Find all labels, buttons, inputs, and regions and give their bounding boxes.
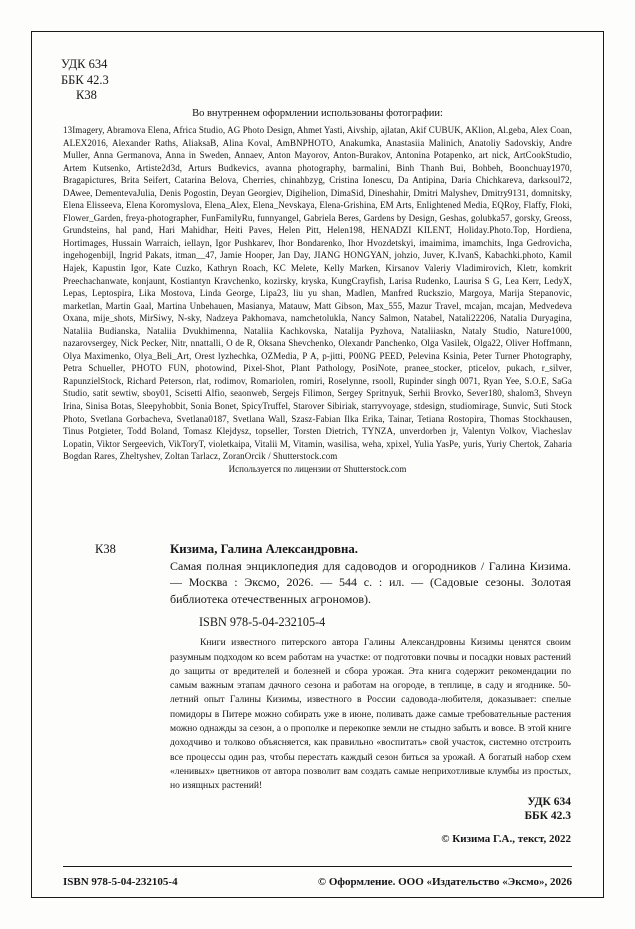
credits-heading: Во внутреннем оформлении использованы фотографии: <box>192 108 443 119</box>
udk-code-top: УДК 634 <box>61 57 108 71</box>
isbn-footer: ISBN 978-5-04-232105-4 <box>63 876 178 888</box>
footer-divider <box>63 866 572 867</box>
bbk-code-top: ББК 42.3 <box>61 72 109 87</box>
book-annotation: Книги известного питерского автора Галины Александровны Кизимы ценятся своим разумным подходом ко всем работам на участке: от подготовки почвы и посадки новых растений до защиты от вредителей и болезней и сбора урожая. Эта книга содержит рекомендации по самым важным этапам дачного сезона и работам на огороде, в теплице, в саду и ягоднике. 50-летний опыт Галины Кизимы, известного в России садовода-любителя, доказывает: спелые помидоры в Питере можно собирать уже в июне, поливать даже самые требовательные растения можно однажды за сезон, а о прополке и перекопке земли не стыдно забыть и вовсе. В этой книге доходчиво и толково объясняется, как правильно «воспитать» свой участок, системно отстроить все процессы один раз, чтобы перестать каждый сезон биться за урожай. А богатый набор схем «ленивых» цветников от автора позволит вам создать самые неприхотливые клумбы из простых, но изящных растений! <box>170 637 571 792</box>
catalog-author-sign: К38 <box>95 542 116 556</box>
book-author: Кизима, Галина Александровна. <box>170 542 358 556</box>
author-sign-code-top: К38 <box>76 88 97 102</box>
copyright-text-line: © Кизима Г.А., текст, 2022 <box>441 833 571 846</box>
bibliographic-block <box>95 541 571 845</box>
copyright-design-line: © Оформление. ООО «Издательство «Эксмо», 2026 <box>317 876 572 888</box>
credits-list: 13Imagery, Abramova Elena, Africa Studio, AG Photo Design, Ahmet Yasti, Aivship, ajlatan, Akif CUBUK, AKlion, Al.geba, Alex Coan, ALEX2016, Alexander Raths, AliaksaB, Alina Koval, AmBNPHOTO, Anakumka, Anastasiia Malinich, Anatoliy Sadovskiy, Andre Muller, Anna Germanova, Anna in Sweden, Annaev, Anton Mayorov, Anton-Burakov, Antonina Potapenko, art nick, ArtCookStudio, Artem Kutsenko, Artiste2d3d, Arturs Budkevics, avanna photography, barmalini, Binh Thanh Bui, Bohbeh, Boonchuay1970, Bragapictures, Brita Seifert, Catarina Belova, Cherries, chinahbzyg, Cristina Ionescu, Da Antipina, Daria Chichkareva, darksoul72, DAwee, DementevaJulia, Denis Pogostin, Deyan Georgiev, Digihelion, DimaSid, Dineshahir, Dmitri Malyshev, Dmitry9131, domnitsky, Elena Elisseeva, Elena Koromyslova, Elena_Alex, Elena_Nevskaya, Elena-Grishina, EM Arts, Enlightened Media, EQRoy, Flaffy, Floki, Flower_Garden, freya-photographer, FunFamilyRu, funnyangel, Gabriela Beres, Gardens by Design, Geshas, golubka57, gorsky, Greoss, Grundsteins, hal pand, Hari Mahidhar, Heiti Paves, Helen Pitt, Helen198, HENADZI KILENT, Holiday.Photo.Top, Hordiena, Hortimages, Hussain Warraich, iellayn, Igor Pushkarev, Ihor Bondarenko, Ihor Hvozdetskyi, imaimima, imamchits, Inga Gedrovicha, ingehogenbijl, Ingrid Pakats, itman__47, Jamie Hooper, Jan Day, JIANG HONGYAN, johzio, Juver, K.IvanS, Kabachki.photo, Kamil Hajek, Kapustin Igor, Kate Cuzko, Kathryn Roach, KC Melete, Kelly Marken, Kirsanov Valeriy Vladimirovich, Kletr, komkrit Preechachanwate, konjaunt, Kostiantyn Kravchenko, kozirsky, kryska, KungCrayfish, Larisa Rudenko, Laurisa S G, Lea Kerr, LedyX, Lepas, Leptospira, Lika Mostova, Linda George, Lipa23, liu yu shan, Madlen, Manfred Ruckszio, Margoya, Marija Stepanovic, marketlan, Martin Gaal, Martina Unbehauen, Masianya, Matauw, Matt Gibson, Max_555, Mazur Travel, mcajan, mcajan, Medvedeva Oxana, mije_shots, MirSiwy, N-sky, Nadzeya Pakhomava, namchetolukla, Nancy Salmon, Natabel, Natali22206, Natalia Duryagina, Nataliia Budianska, Nataliia Dvukhimenna, Nataliia Kachkovska, Natalija Pyzhova, Nataliiaskn, Nataly Studio, Nature1000, nazarovsergey, Nick Pecker, Nitr, nnattalli, O de R, Oksana Shevchenko, Olexandr Panchenko, Olga Vasilek, Olga22, Oliver Hoffmann, Olya Maximenko, Olya_Beli_Art, Orest lyzhechka, OZMedia, P A, p-jitti, P00NG PEED, Pelevina Ksinia, Peter Turner Photography, Petra Schueller, PHOTO FUN, photowind, Pixel-Shot, Plant Pathology, PosiNote, pranee_stocker, pticelov, pukach, r_silver, RapunzielStock, Richard Peterson, rlat, rodimov, Romariolen, romiri, Roselynne, rsooll, Rupinder singh 0071, Ryan Yee, S.O.E, SaGa Studio, satit sewtiw, sboy01, Scisetti Alfio, seaonweb, Sergejs Filimon, Sergey Spritnyuk, Serhii Brovko, Sever180, shalom3, Shveyn Irina, Sinisa Botas, Sleepyhobbit, Sonia Bonet, SpicyTruffel, Starover Sibiriak, starryvoyage, stdesign, studiomirage, Sunvic, Suti Stock Photo, Svetlana Gorbacheva, Svetlana0187, Svetlana Wall, Szasz-Fabian Ilka Erika, Tainar, Tetiana Rostopira, Thomas Stockhausen, Tinus Potgieter, Todd Boland, Tomasz Klejdysz, topseller, Torsten Dietrich, TYNZA, unverdorben jr, Valentyn Volkov, Viacheslav Lopatin, Viktor Sergeevich, VikToryT, violetkaipa, Vitalii M, Vitamin, wasilisa, weha, xpixel, Yulia YasPe, yuris, Yuriy Chertok, Zaharia Bogdan Rares, Zheltyshev, Zoltan Tarlacz, ZoranOrcik / Shutterstock.com <box>63 125 572 462</box>
isbn-number: ISBN 978-5-04-232105-4 <box>199 615 326 630</box>
classification-codes-bottom <box>95 796 571 824</box>
credits-license-note: Используется по лицензии от Shutterstock.com <box>228 463 407 474</box>
footer-row <box>63 876 572 888</box>
bbk-code-bottom: ББК 42.3 <box>524 810 571 823</box>
classification-codes-top <box>61 57 109 104</box>
udk-code-bottom: УДК 634 <box>527 796 571 809</box>
bibliographic-description: Самая полная энциклопедия для садоводов и огородников / Галина Кизима. — Москва : Эксмо, 2026. — 544 с. : ил. — (Садовые сезоны. Золотая библиотека отечественных агрономов). <box>170 559 571 606</box>
photo-credits-section <box>63 108 572 475</box>
catalog-entry <box>95 541 571 607</box>
